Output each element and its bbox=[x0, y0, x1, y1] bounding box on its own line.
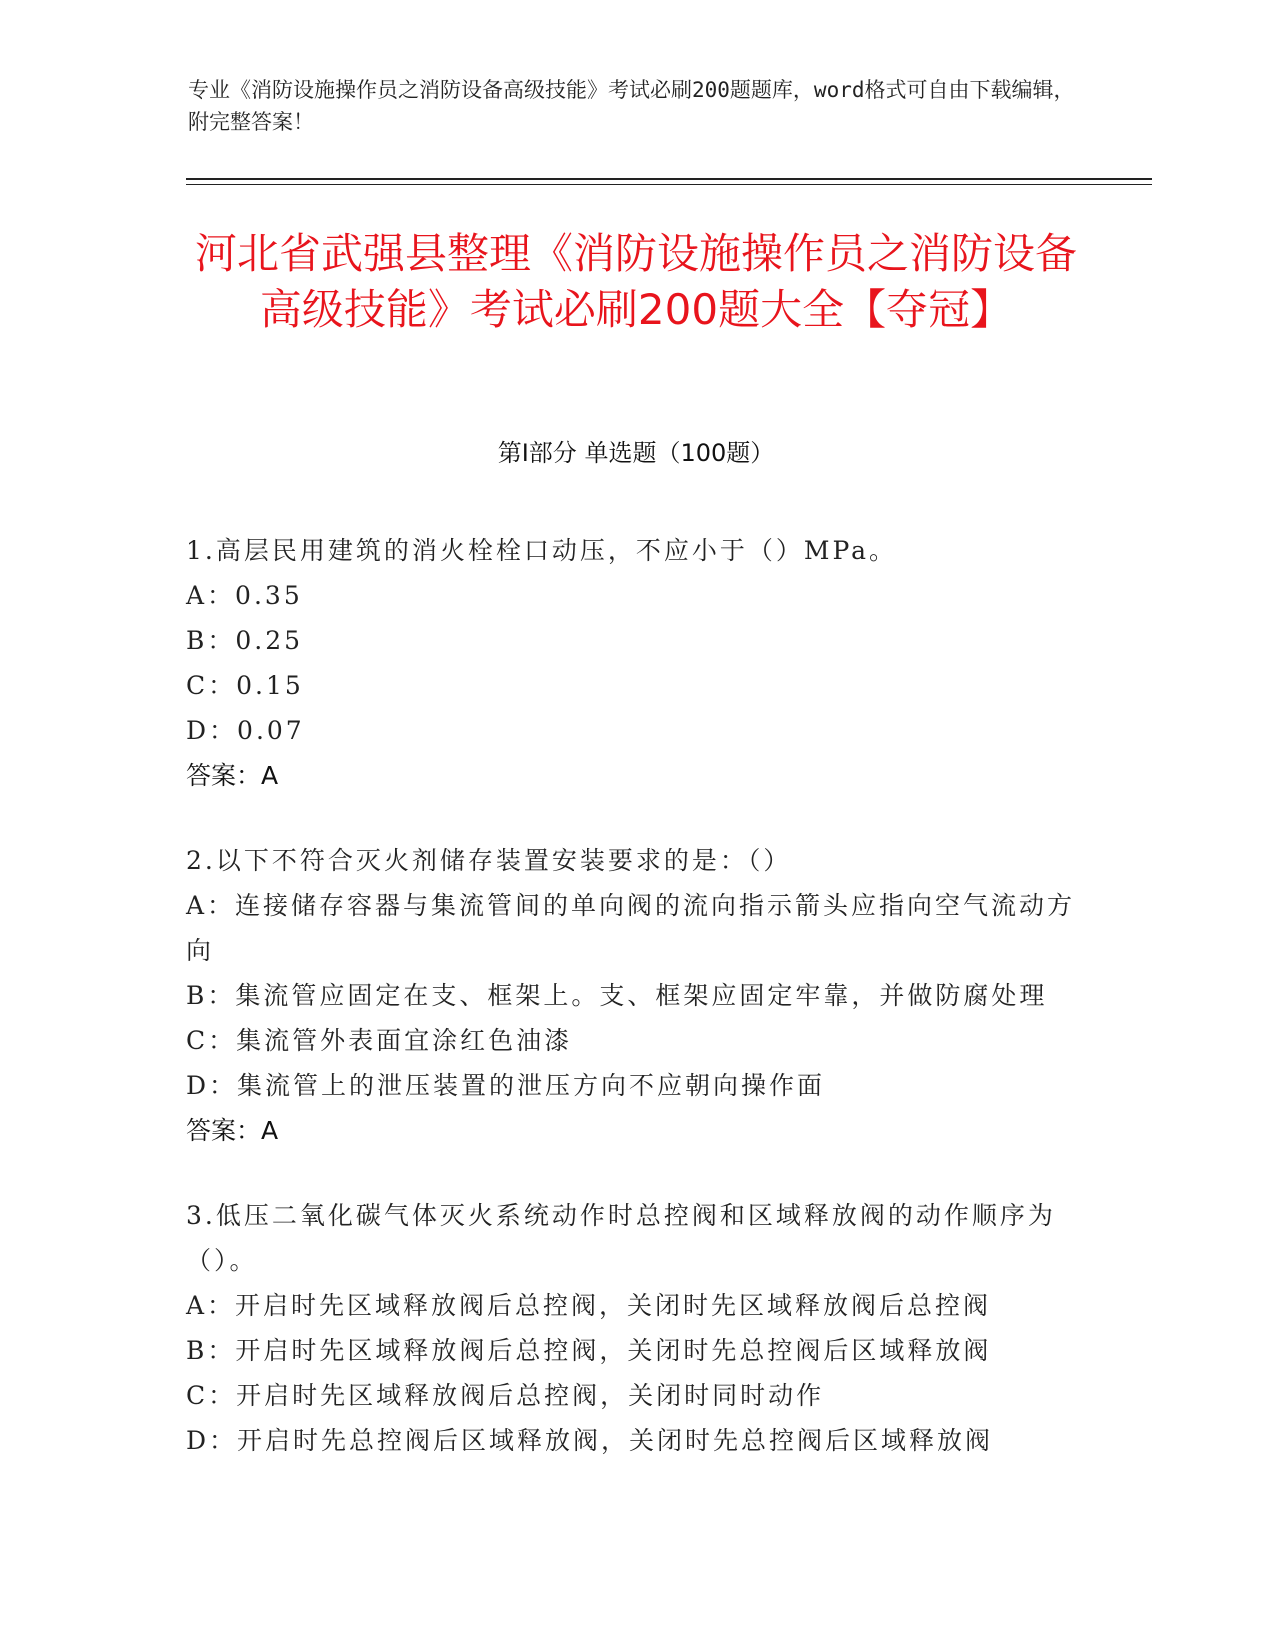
option-d: D：集流管上的泄压装置的泄压方向不应朝向操作面 bbox=[186, 1071, 826, 1100]
header-rule-thin bbox=[186, 184, 1152, 185]
option-c: C：0.15 bbox=[186, 671, 304, 700]
option-a: A：连接储存容器与集流管间的单向阀的流向指示箭头应指向空气流动方向 bbox=[186, 891, 1076, 965]
section-heading: 第Ⅰ部分 单选题（100题） bbox=[497, 439, 775, 467]
header-note: 专业《消防设施操作员之消防设备高级技能》考试必刷200题题库，word格式可自由下载编辑，附完整答案！ bbox=[188, 78, 1075, 134]
option-a: A：0.35 bbox=[186, 581, 303, 610]
question-stem: 2.以下不符合灭火剂储存装置安装要求的是：（） bbox=[186, 846, 792, 875]
option-c: C：开启时先区域释放阀后总控阀，关闭时同时动作 bbox=[186, 1381, 825, 1410]
question-1 bbox=[186, 528, 1076, 798]
question-stem: 1.高层民用建筑的消火栓栓口动压，不应小于（）MPa。 bbox=[186, 536, 898, 565]
option-c: C：集流管外表面宜涂红色油漆 bbox=[186, 1026, 573, 1055]
question-2 bbox=[186, 838, 1076, 1153]
option-d: D：0.07 bbox=[186, 716, 305, 745]
answer-line: 答案：A bbox=[186, 1116, 279, 1145]
question-stem: 3.低压二氧化碳气体灭火系统动作时总控阀和区域释放阀的动作顺序为（）。 bbox=[186, 1201, 1056, 1275]
option-b: B：0.25 bbox=[186, 626, 304, 655]
answer-line: 答案：A bbox=[186, 761, 279, 790]
option-d: D：开启时先总控阀后区域释放阀，关闭时先总控阀后区域释放阀 bbox=[186, 1426, 994, 1455]
header-rule-thick bbox=[186, 178, 1152, 180]
question-3 bbox=[186, 1193, 1076, 1463]
document-title: 河北省武强县整理《消防设施操作员之消防设备高级技能》考试必刷200题大全【夺冠】 bbox=[194, 229, 1077, 334]
option-b: B：集流管应固定在支、框架上。支、框架应固定牢靠，并做防腐处理 bbox=[186, 981, 1048, 1010]
question-list bbox=[186, 528, 1076, 1503]
option-a: A：开启时先区域释放阀后总控阀，关闭时先区域释放阀后总控阀 bbox=[186, 1291, 992, 1320]
option-b: B：开启时先区域释放阀后总控阀，关闭时先总控阀后区域释放阀 bbox=[186, 1336, 992, 1365]
